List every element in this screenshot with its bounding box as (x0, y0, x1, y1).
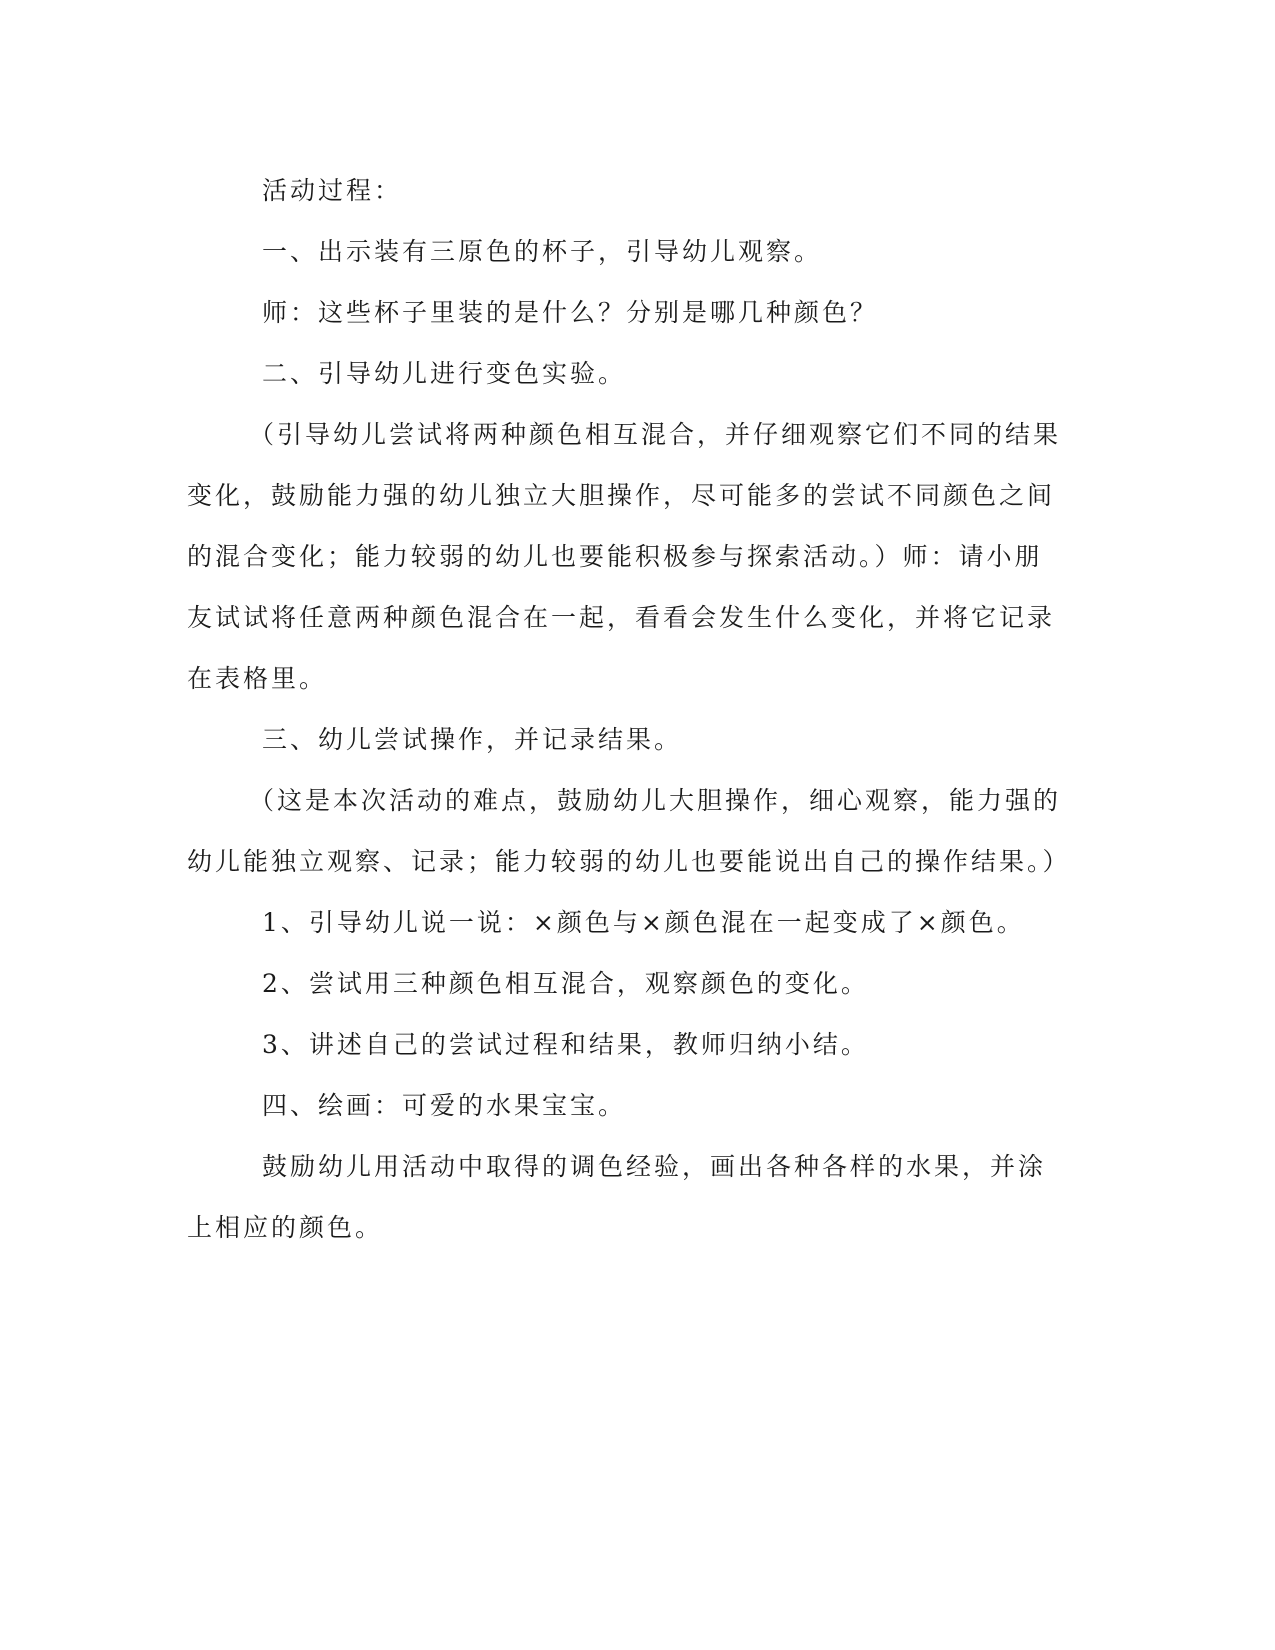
substep-2-paragraph: 2、尝试用三种颜色相互混合，观察颜色的变化。 (262, 969, 869, 998)
substep-1-paragraph: 1、引导幼儿说一说：×颜色与×颜色混在一起变成了×颜色。 (262, 908, 1025, 937)
step-4-paragraph: 四、绘画：可爱的水果宝宝。 (262, 1091, 627, 1120)
step-3-paragraph: 三、幼儿尝试操作，并记录结果。 (262, 725, 683, 754)
step-2-note-paragraph: （引导幼儿尝试将两种颜色相互混合，并仔细观察它们不同的结果变化，鼓励能力强的幼儿独立大胆操作，尽可能多的尝试不同颜色之间的混合变化；能力较弱的幼儿也要能积极参与探索活动。）师：请小朋友试试将任意两种颜色混合在一起，看看会发生什么变化，并将它记录在表格里。 (187, 420, 1062, 693)
step-1-paragraph: 一、出示装有三原色的杯子，引导幼儿观察。 (262, 237, 823, 266)
step-2-paragraph: 二、引导幼儿进行变色实验。 (262, 359, 627, 388)
substep-3-paragraph: 3、讲述自己的尝试过程和结果，教师归纳小结。 (262, 1030, 869, 1059)
step-3-note-paragraph: （这是本次活动的难点，鼓励幼儿大胆操作，细心观察，能力强的幼儿能独立观察、记录；能力较弱的幼儿也要能说出自己的操作结果。） (187, 786, 1071, 876)
step-4-detail-paragraph: 鼓励幼儿用活动中取得的调色经验，画出各种各样的水果，并涂上相应的颜色。 (187, 1152, 1047, 1242)
document-body (187, 160, 1071, 1258)
activity-process-heading: 活动过程： (262, 176, 403, 205)
teacher-question-paragraph: 师：这些杯子里装的是什么？分别是哪几种颜色？ (262, 298, 879, 327)
